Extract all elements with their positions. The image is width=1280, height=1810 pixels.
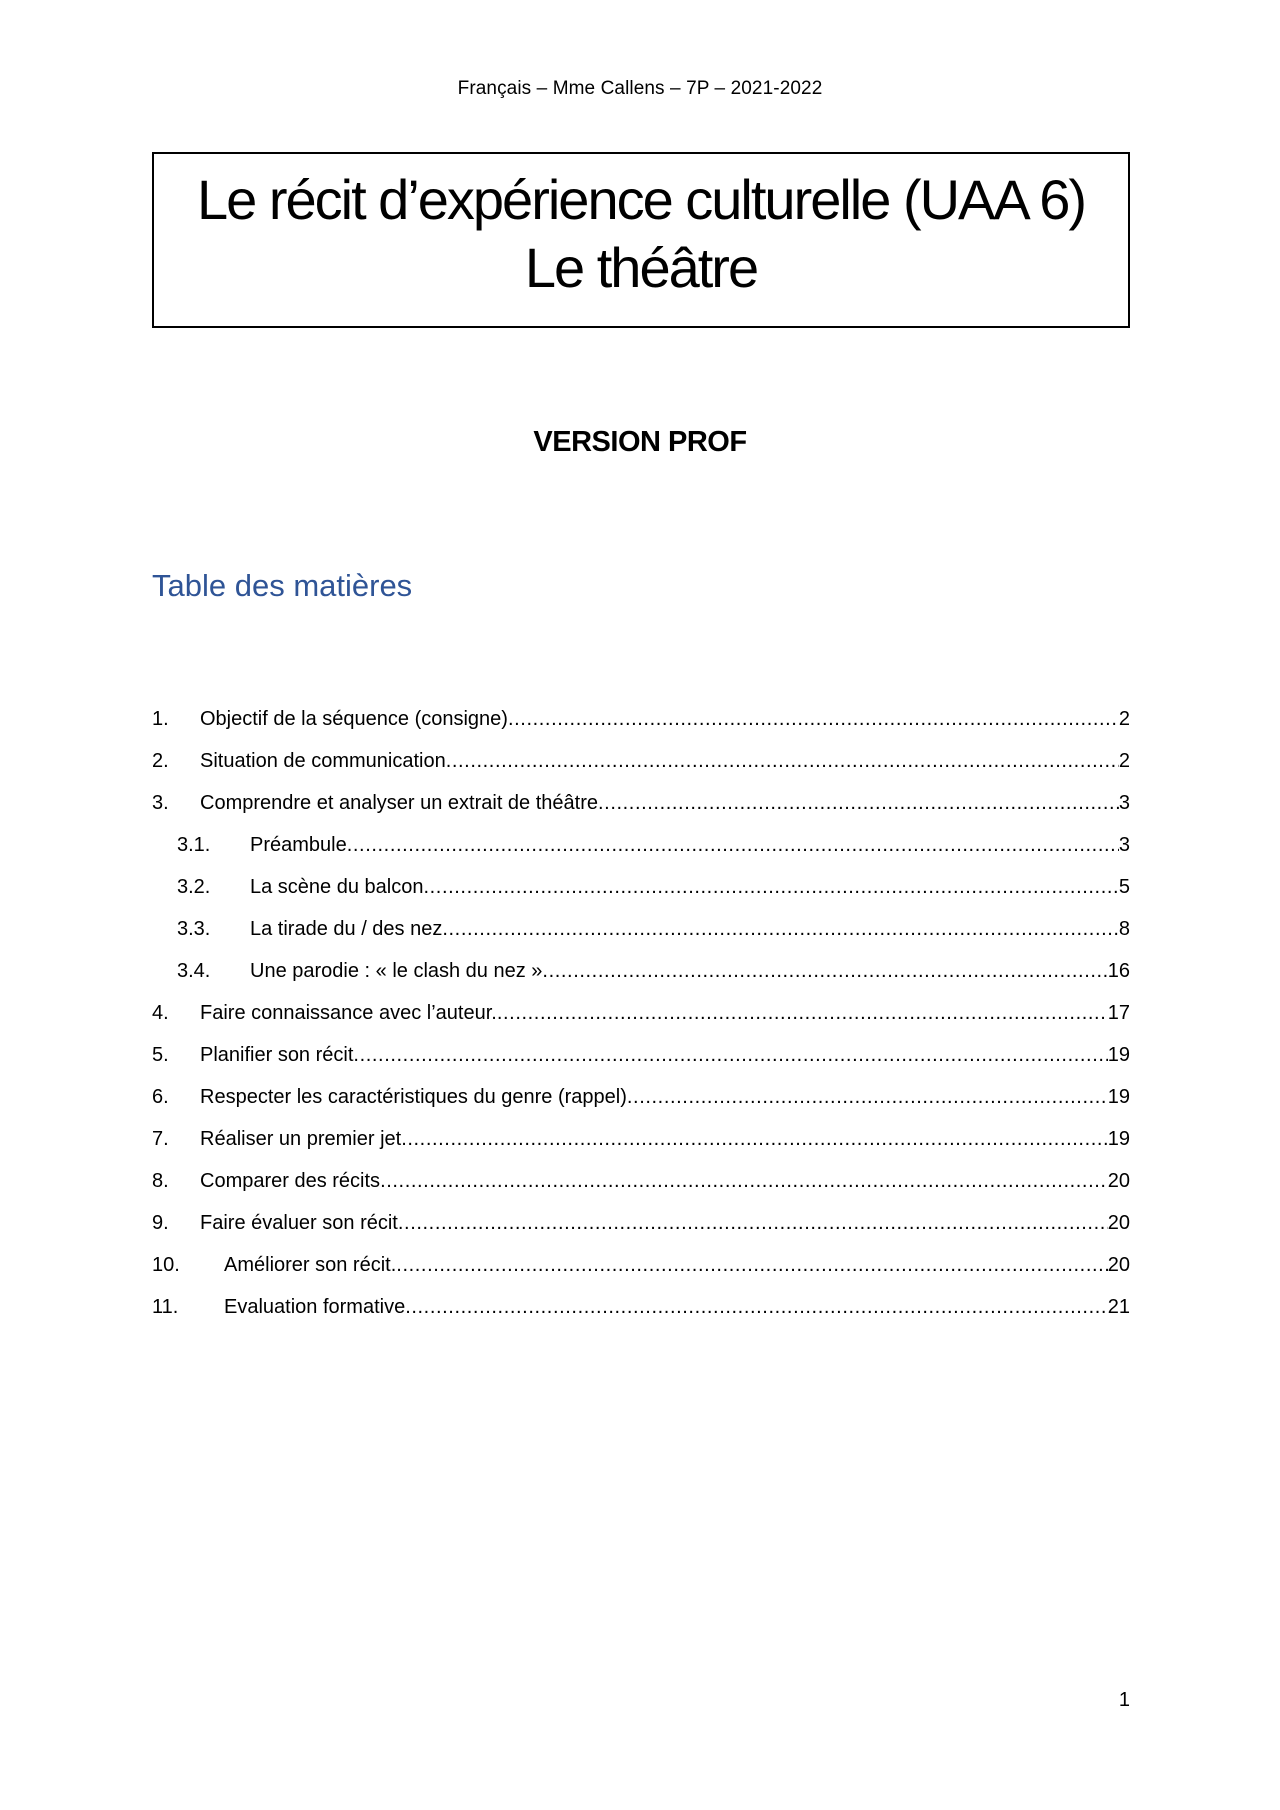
toc-entry-page: 17 [1107, 1002, 1130, 1024]
toc-entry-page: 20 [1107, 1212, 1130, 1234]
toc-heading: Table des matières [152, 568, 413, 603]
toc-entry-page: 5 [1118, 876, 1130, 898]
toc-entry[interactable] [152, 792, 1130, 834]
toc-leader-dots [396, 1254, 1107, 1277]
toc-entry-title: Objectif de la séquence (consigne) [200, 708, 508, 730]
toc-entry[interactable] [152, 1002, 1130, 1044]
toc-entry-number: 5. [152, 1044, 169, 1066]
document-title: Le récit d’expérience culturelle (UAA 6) [196, 168, 1086, 231]
toc-entry-number: 1. [152, 708, 169, 730]
table-of-contents [152, 708, 1130, 1338]
toc-entry-page: 8 [1118, 918, 1130, 940]
toc-entry-page: 19 [1107, 1086, 1130, 1108]
toc-entry[interactable] [152, 1086, 1130, 1128]
toc-leader-dots [380, 1170, 1108, 1193]
toc-entry-title: Situation de communication [200, 750, 446, 772]
toc-entry-title: La tirade du / des nez [250, 918, 443, 940]
toc-entry-number: 4. [152, 1002, 169, 1024]
toc-entry-title: Une parodie : « le clash du nez » [250, 960, 543, 982]
toc-leader-dots [446, 750, 1119, 773]
toc-entry[interactable] [152, 708, 1130, 750]
toc-entry[interactable] [152, 1254, 1130, 1296]
toc-leader-dots [401, 1128, 1108, 1151]
toc-entry-page: 16 [1107, 960, 1130, 982]
toc-entry-number: 3.1. [177, 834, 211, 856]
toc-entry[interactable] [152, 1296, 1130, 1338]
toc-entry-number: 8. [152, 1170, 169, 1192]
toc-entry-title: Comprendre et analyser un extrait de théâtre [200, 792, 598, 814]
toc-entry-page: 19 [1107, 1044, 1130, 1066]
toc-entry-page: 3 [1118, 834, 1130, 856]
toc-leader-dots [353, 1044, 1107, 1067]
toc-entry-title: Améliorer son récit. [224, 1254, 397, 1276]
toc-entry-page: 20 [1107, 1170, 1130, 1192]
toc-entry-title: Faire connaissance avec l’auteur. [200, 1002, 497, 1024]
toc-entry-number: 3.3. [177, 918, 211, 940]
toc-entry-page: 21 [1107, 1296, 1130, 1318]
toc-entry-title: Préambule [250, 834, 347, 856]
toc-entry-title: Faire évaluer son récit [200, 1212, 398, 1234]
page-number: 1 [1118, 1689, 1130, 1711]
toc-leader-dots [423, 876, 1118, 899]
toc-entry-title: Respecter les caractéristiques du genre (rappel) [200, 1086, 627, 1108]
toc-entry-page: 2 [1118, 750, 1130, 772]
toc-leader-dots [508, 708, 1119, 731]
version-label: VERSION PROF [533, 426, 747, 458]
toc-subentry[interactable] [152, 918, 1130, 960]
toc-entry-title: Planifier son récit [200, 1044, 354, 1066]
toc-entry-number: 11. [152, 1296, 179, 1318]
toc-entry-page: 2 [1118, 708, 1130, 730]
toc-entry-title: Réaliser un premier jet [200, 1128, 402, 1150]
toc-entry[interactable] [152, 1212, 1130, 1254]
toc-entry[interactable] [152, 750, 1130, 792]
toc-leader-dots [347, 834, 1119, 857]
toc-entry-title: La scène du balcon [250, 876, 424, 898]
toc-entry[interactable] [152, 1170, 1130, 1212]
title-box [152, 152, 1130, 328]
toc-leader-dots [497, 1002, 1108, 1025]
toc-entry-number: 6. [152, 1086, 169, 1108]
toc-entry-number: 7. [152, 1128, 169, 1150]
toc-entry-page: 3 [1118, 792, 1130, 814]
toc-entry-page: 20 [1107, 1254, 1130, 1276]
toc-entry-number: 3. [152, 792, 169, 814]
toc-entry-title: Evaluation formative [224, 1296, 406, 1318]
toc-entry-title: Comparer des récits [200, 1170, 381, 1192]
toc-leader-dots [598, 792, 1119, 815]
page-header: Français – Mme Callens – 7P – 2021-2022 [457, 78, 823, 99]
toc-leader-dots [442, 918, 1119, 941]
toc-entry-number: 10. [152, 1254, 180, 1276]
toc-entry-page: 19 [1107, 1128, 1130, 1150]
toc-leader-dots [398, 1212, 1108, 1235]
toc-subentry[interactable] [152, 960, 1130, 1002]
toc-entry-number: 9. [152, 1212, 169, 1234]
toc-subentry[interactable] [152, 834, 1130, 876]
toc-entry-number: 3.2. [177, 876, 211, 898]
toc-entry[interactable] [152, 1128, 1130, 1170]
toc-entry-number: 3.4. [177, 960, 211, 982]
toc-entry-number: 2. [152, 750, 169, 772]
toc-leader-dots [542, 960, 1107, 983]
toc-subentry[interactable] [152, 876, 1130, 918]
toc-entry[interactable] [152, 1044, 1130, 1086]
toc-leader-dots [405, 1296, 1108, 1319]
document-subtitle: Le théâtre [524, 236, 758, 299]
toc-leader-dots [627, 1086, 1108, 1109]
